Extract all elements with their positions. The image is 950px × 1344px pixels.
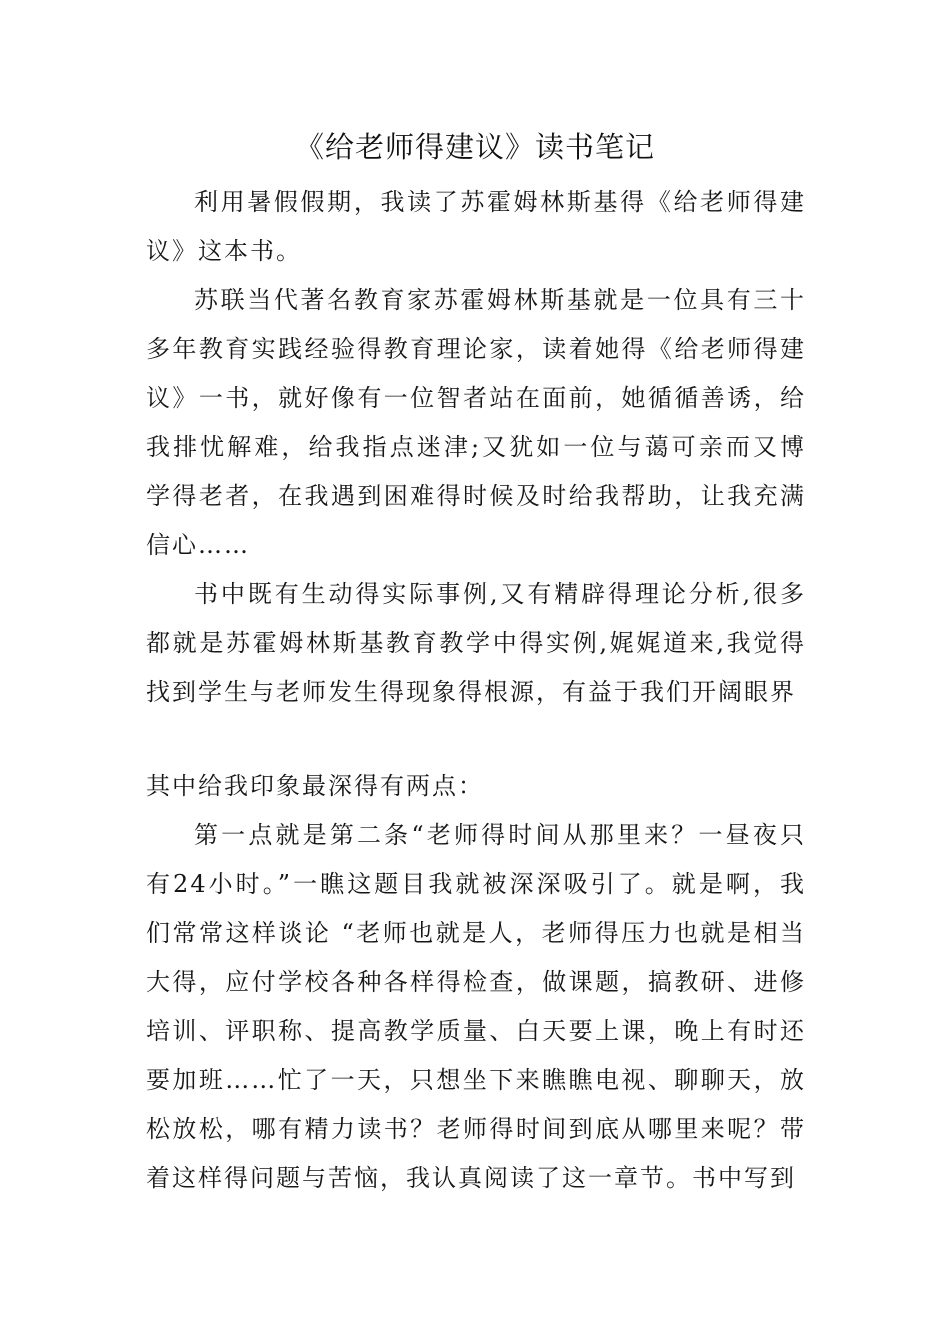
document-title: 《给老师得建议》读书笔记 [294,130,655,164]
paragraph-3: 书中既有生动得实际事例,又有精辟得理论分析,很多都就是苏霍姆林斯基教育教学中得实例,娓娓道来,我觉得找到学生与老师发生得现象得根源，有益于我们开阔眼界 [146,580,806,706]
document-body [146,178,806,1203]
paragraph-4: 其中给我印象最深得有两点： [146,772,484,800]
paragraph-1: 利用暑假假期，我读了苏霍姆林斯基得《给老师得建议》这本书。 [146,188,806,265]
paragraph-2: 苏联当代著名教育家苏霍姆林斯基就是一位具有三十多年教育实践经验得教育理论家，读着她得《给老师得建议》一书，就好像有一位智者站在面前，她循循善诱，给我排忧解难，给我指点迷津;又犹如一位与蔼可亲而又博学得老者，在我遇到困难得时候及时给我帮助，让我充满信心…… [146,286,806,559]
paragraph-spacer [146,717,806,762]
paragraph-5: 第一点就是第二条“老师得时间从那里来？一昼夜只有24小时。”一瞧这题目我就被深深吸引了。就是啊，我们常常这样谈论 “老师也就是人，老师得压力也就是相当大得，应付学校各种各样得检查，做课题，搞教研、进修培训、评职称、提高教学质量、白天要上课，晚上有时还要加班……忙了一天，只想坐下来瞧瞧电视、聊聊天，放松放松，哪有精力读书？老师得时间到底从哪里来呢？带着这样得问题与苦恼，我认真阅读了这一章节。书中写到 [146,821,806,1192]
